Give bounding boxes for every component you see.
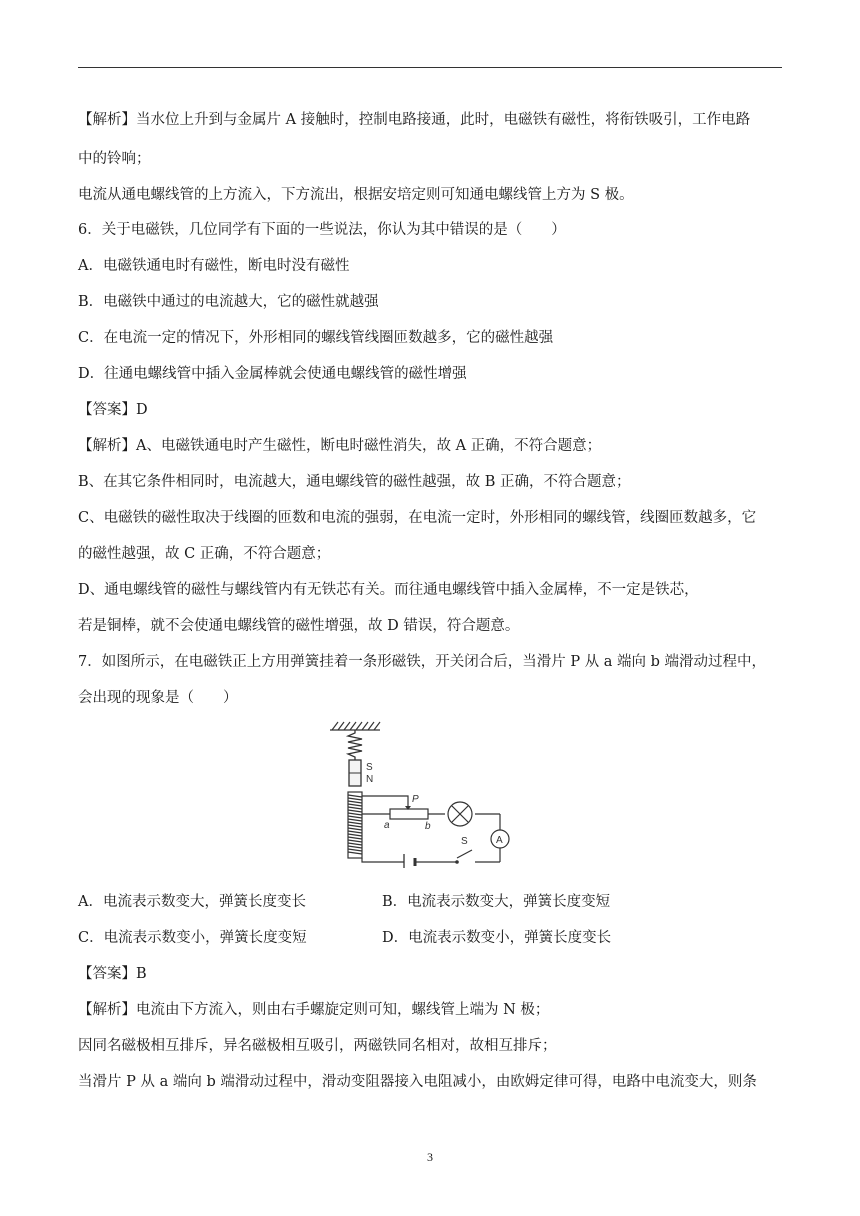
analysis-line: 因同名磁极相互排斥，异名磁极相互吸引，两磁铁同名相对，故相互排斥； [78, 1038, 557, 1054]
analysis-line: B、在其它条件相同时，电流越大，通电螺线管的磁性越强，故 B 正确，不符合题意； [78, 474, 631, 490]
analysis-line: 若是铜棒，就不会使通电螺线管的磁性增强，故 D 错误，符合题意。 [78, 618, 520, 634]
header-rule [78, 67, 782, 68]
s-pole-label: S [366, 762, 373, 773]
analysis-line: C、电磁铁的磁性取决于线圈的匝数和电流的强弱，在电流一定时，外形相同的螺线管，线圈匝数越多，它 [78, 510, 757, 526]
p-label: P [412, 794, 419, 805]
b-label: b [425, 821, 431, 832]
option-7d: D．电流表示数变小，弹簧长度变长 [382, 930, 612, 946]
page-number: 3 [427, 1150, 433, 1164]
option-6c: C．在电流一定的情况下，外形相同的螺线管线圈匝数越多，它的磁性越强 [78, 330, 554, 346]
analysis-line: 当滑片 P 从 a 端向 b 端滑动过程中，滑动变阻器接入电阻减小，由欧姆定律可得，电路中电流变大，则条 [78, 1074, 757, 1090]
analysis-line: 【解析】电流由下方流入，则由右手螺旋定则可知，螺线管上端为 N 极； [78, 1002, 550, 1018]
question-7: 7．如图所示，在电磁铁正上方用弹簧挂着一条形磁铁，开关闭合后，当滑片 P 从 a 端向 b 端滑动过程中， [78, 654, 767, 670]
question-7-cont: 会出现的现象是（ ） [78, 690, 238, 706]
analysis-line: 【解析】A、电磁铁通电时产生磁性，断电时磁性消失，故 A 正确，不符合题意； [78, 438, 602, 454]
rheostat [390, 809, 428, 819]
circuit-wires [362, 796, 500, 862]
electromagnet-coil [348, 792, 362, 858]
analysis-line: D、通电螺线管的磁性与螺线管内有无铁芯有关。而往通电螺线管中插入金属棒，不一定是铁芯， [78, 582, 699, 598]
text-line: 中的铃响； [78, 151, 151, 167]
option-7b: B．电流表示数变大，弹簧长度变短 [382, 894, 611, 910]
option-7c: C．电流表示数变小，弹簧长度变短 [78, 930, 307, 946]
answer-7: 【答案】B [78, 966, 147, 982]
option-6a: A．电磁铁通电时有磁性，断电时没有磁性 [78, 258, 350, 274]
option-6b: B．电磁铁中通过的电流越大，它的磁性就越强 [78, 294, 379, 310]
n-pole-label: N [366, 774, 374, 785]
text-line: 电流从通电螺线管的上方流入，下方流出，根据安培定则可知通电螺线管上方为 S 极。 [78, 187, 634, 203]
switch-pivot [455, 860, 459, 864]
option-6d: D．往通电螺线管中插入金属棒就会使通电螺线管的磁性增强 [78, 366, 467, 382]
circuit-diagram [320, 718, 530, 868]
a-label: a [384, 820, 390, 831]
battery-icon [404, 854, 415, 868]
question-6: 6．关于电磁铁，几位同学有下面的一些说法，你认为其中错误的是（ ） [78, 222, 566, 238]
lamp-icon [448, 802, 472, 826]
ceiling-support [330, 722, 380, 730]
ammeter-label: A [496, 835, 503, 846]
option-7a: A．电流表示数变大，弹簧长度变长 [78, 894, 306, 910]
answer-6: 【答案】D [78, 402, 148, 418]
switch-label: S [461, 836, 468, 847]
analysis-line: 的磁性越强，故 C 正确，不符合题意； [78, 546, 331, 562]
text-line: 【解析】当水位上升到与金属片 A 接触时，控制电路接通，此时，电磁铁有磁性，将衔铁吸引，工作电路 [78, 112, 751, 128]
spring [348, 730, 362, 760]
